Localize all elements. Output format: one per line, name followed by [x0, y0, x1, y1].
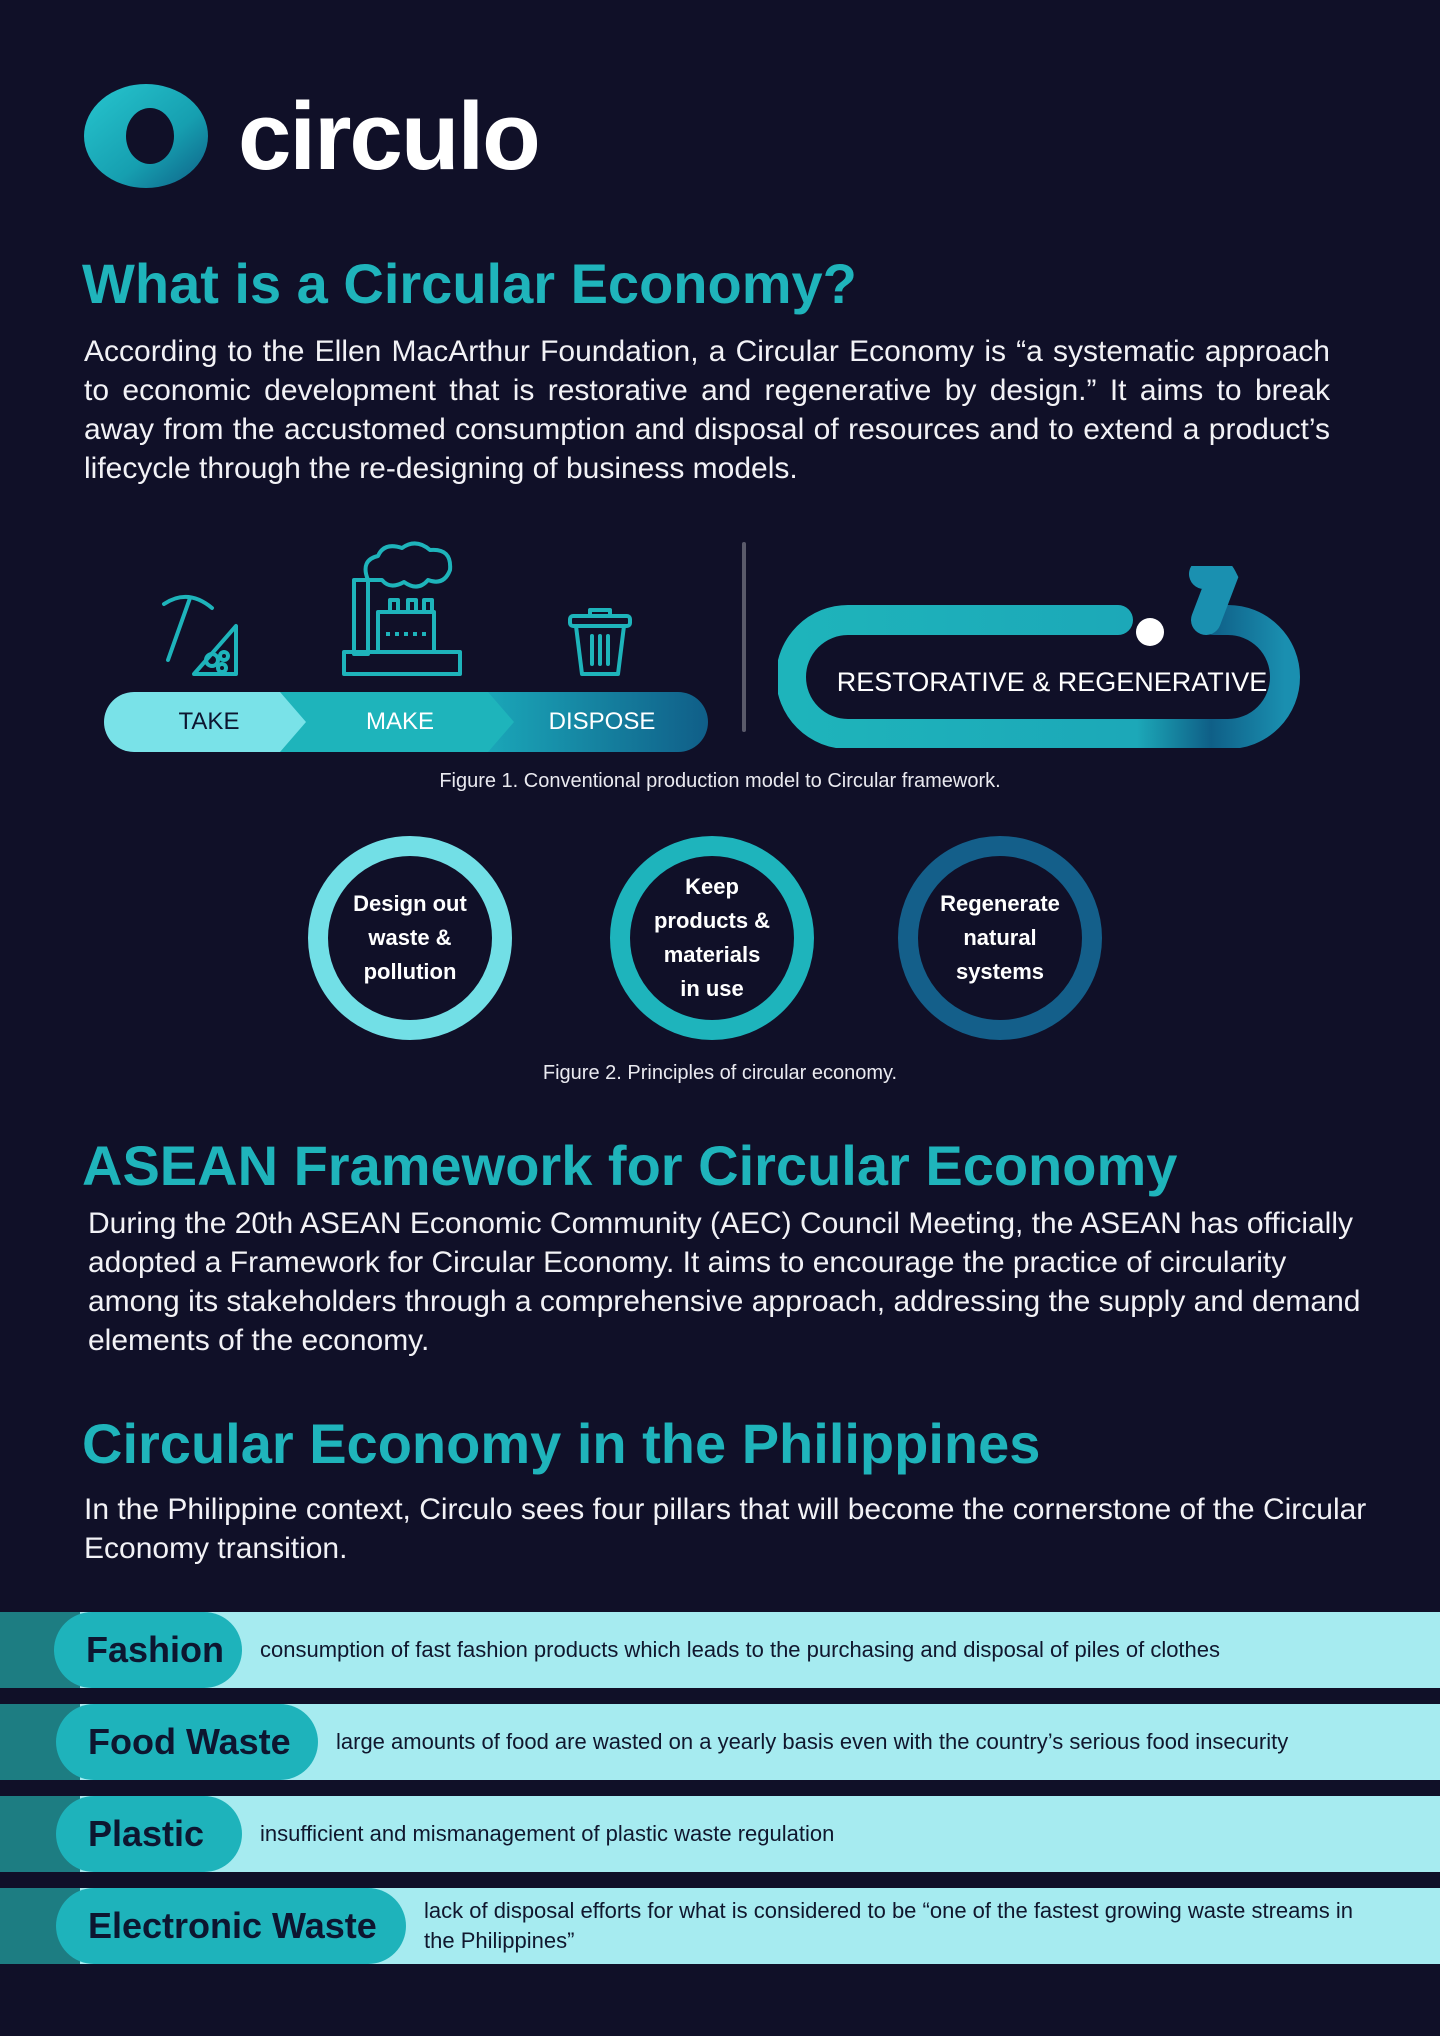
figure-divider [742, 542, 746, 732]
stage-dispose: DISPOSE [548, 708, 656, 735]
pillar-desc: large amounts of food are wasted on a yearly basis even with the country’s serious food insecurity [336, 1729, 1289, 1754]
section-title-asean: ASEAN Framework for Circular Economy [82, 1134, 1178, 1197]
pillar-name: Food Waste [56, 1704, 318, 1780]
pillar-name: Fashion [54, 1612, 242, 1688]
pillar-name: Electronic Waste [56, 1888, 406, 1964]
pillar-desc: insufficient and mismanagement of plastic waste regulation [260, 1821, 835, 1846]
section-body-philippines: In the Philippine context, Circulo sees four pillars that will become the cornerstone of the Circular Economy transition. [84, 1493, 1367, 1565]
loop-label: RESTORATIVE & REGENERATIVE [836, 667, 1268, 697]
trash-bin-icon [566, 604, 634, 678]
principle-label: Design out waste & pollution [353, 891, 467, 984]
pickaxe-icon [150, 590, 250, 680]
principle-circle-keep-in-use [610, 836, 814, 1040]
brand-wordmark: circulo [238, 83, 539, 190]
stage-take: TAKE [178, 708, 240, 735]
figure2-caption: Figure 2. Principles of circular economy. [542, 1062, 898, 1084]
pillar-row-food-waste [0, 1704, 1440, 1780]
section-body-asean: During the 20th ASEAN Economic Community (AEC) Council Meeting, the ASEAN has officially adopted a Framework for Circular Economy. It aims to encourage the practice of circularity among its stakeholders through a comprehensive approach, addressing the supply and demand elements of the economy. [88, 1207, 1361, 1357]
pillar-row-electronic-waste [0, 1888, 1440, 1964]
pillar-desc: consumption of fast fashion products which leads to the purchasing and disposal of piles of clothes [260, 1637, 1221, 1662]
section-title-circular-economy: What is a Circular Economy? [82, 252, 857, 315]
pillar-desc: lack of disposal efforts for what is considered to be “one of the fastest growing waste streams in the Philippines” [424, 1898, 1353, 1953]
section-title-philippines: Circular Economy in the Philippines [82, 1412, 1041, 1475]
stage-make: MAKE [365, 708, 434, 735]
principle-circle-design-out [308, 836, 512, 1040]
principle-label: Keep products & materials in use [653, 874, 771, 1001]
loop-arrow-icon [778, 566, 1326, 748]
circulo-logo-icon [80, 80, 212, 192]
factory-icon [326, 540, 466, 678]
pillar-name: Plastic [56, 1796, 242, 1872]
pillar-row-plastic [0, 1796, 1440, 1872]
pillar-row-fashion [0, 1612, 1440, 1688]
principle-circle-regenerate [898, 836, 1102, 1040]
section-body-circular-economy: According to the Ellen MacArthur Foundation, a Circular Economy is “a systematic approach to economic development that is restorative and regenerative by design.” It aims to break away from the accustomed consumption and disposal of resources and to extend a product’s lifecycle through the re-designing of business models. [84, 335, 1330, 485]
figure1-caption: Figure 1. Conventional production model to Circular framework. [439, 770, 1001, 792]
principle-label: Regenerate natural systems [940, 891, 1060, 984]
